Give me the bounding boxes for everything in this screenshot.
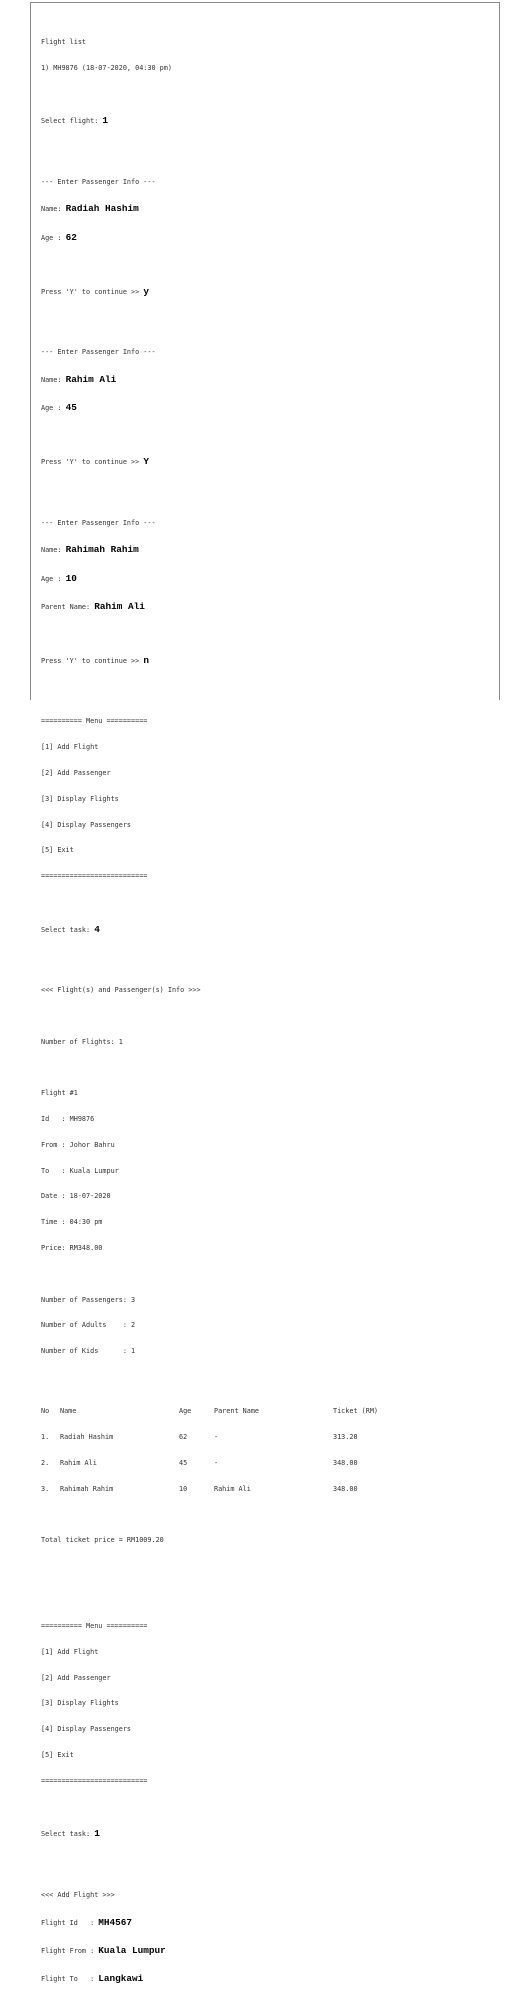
table-row — [41, 1485, 493, 1494]
flight-header: Flight #1 — [41, 1089, 78, 1098]
age-prompt: Age : — [41, 404, 66, 413]
number-of-kids: Number of Kids : 1 — [41, 1347, 136, 1356]
passenger-name-line — [41, 203, 493, 214]
continue-prompt: Press 'Y' to continue >> — [41, 458, 144, 467]
console-output — [41, 12, 493, 2010]
continue-line — [41, 655, 493, 666]
row-no: 3. — [41, 1484, 50, 1493]
row-name: Rahim Ali — [60, 1458, 97, 1467]
passenger-age-line — [41, 232, 493, 243]
menu-item-display-passengers: [4] Display Passengers — [41, 820, 132, 829]
row-ticket: 313.20 — [333, 1433, 358, 1442]
flight-id-line — [41, 1917, 493, 1928]
passenger-info-header: --- Enter Passenger Info --- — [41, 518, 156, 527]
row-no: 1. — [41, 1433, 50, 1442]
parent-name-line — [41, 601, 493, 612]
continue-line — [41, 286, 493, 297]
menu-item-display-passengers: [4] Display Passengers — [41, 1725, 132, 1734]
continue-prompt: Press 'Y' to continue >> — [41, 656, 144, 665]
number-of-flights: Number of Flights: 1 — [41, 1037, 123, 1046]
select-task-input[interactable]: 4 — [94, 923, 100, 935]
passenger-table-header — [41, 1407, 493, 1416]
flight-list-item: 1) MH9876 (18-07-2020, 04:30 pm) — [41, 63, 172, 72]
number-of-adults: Number of Adults : 2 — [41, 1321, 136, 1330]
age-input[interactable]: 45 — [65, 402, 77, 414]
select-flight-input[interactable]: 1 — [102, 115, 109, 127]
select-flight-prompt: Select flight: — [41, 117, 103, 126]
flight-date: Date : 18-07-2020 — [41, 1192, 111, 1201]
row-age: 45 — [179, 1458, 188, 1467]
row-no: 2. — [41, 1458, 50, 1467]
parent-input[interactable]: Rahim Ali — [94, 600, 145, 612]
continue-input[interactable]: y — [143, 285, 149, 297]
continue-input[interactable]: Y — [143, 456, 149, 468]
menu-item-exit: [5] Exit — [41, 846, 74, 855]
column-ticket: Ticket (RM) — [333, 1407, 379, 1416]
table-row — [41, 1433, 493, 1442]
age-prompt: Age : — [41, 233, 66, 242]
continue-line — [41, 456, 493, 467]
parent-prompt: Parent Name: — [41, 602, 95, 611]
add-flight-title: <<< Add Flight >>> — [41, 1890, 115, 1899]
continue-input[interactable]: n — [143, 654, 149, 666]
name-prompt: Name: — [41, 375, 66, 384]
row-parent: Rahim Ali — [214, 1484, 251, 1493]
flight-from-prompt: Flight From : — [41, 1946, 99, 1955]
menu-item-add-passenger: [2] Add Passenger — [41, 768, 111, 777]
passenger-age-line — [41, 573, 493, 584]
menu-header: ========== Menu ========== — [41, 1622, 148, 1631]
name-prompt: Name: — [41, 546, 66, 555]
row-age: 10 — [179, 1484, 188, 1493]
select-task-line — [41, 924, 493, 935]
menu-footer: ========================== — [41, 872, 148, 881]
column-name: Name — [60, 1407, 77, 1416]
flight-to-input[interactable]: Langkawi — [98, 1973, 144, 1985]
flight-to-prompt: Flight To : — [41, 1975, 99, 1984]
info-title: <<< Flight(s) and Passenger(s) Info >>> — [41, 986, 201, 995]
column-no: No — [41, 1407, 50, 1416]
column-age: Age — [179, 1407, 192, 1416]
name-input[interactable]: Radiah Hashim — [65, 203, 139, 215]
flight-id-input[interactable]: MH4567 — [98, 1916, 133, 1928]
menu-item-display-flights: [3] Display Flights — [41, 1699, 119, 1708]
flight-from-input[interactable]: Kuala Lumpur — [98, 1944, 166, 1956]
select-task-line — [41, 1828, 493, 1839]
menu-item-add-flight: [1] Add Flight — [41, 1647, 99, 1656]
menu-item-exit: [5] Exit — [41, 1751, 74, 1760]
flight-id: Id : MH9876 — [41, 1115, 95, 1124]
flight-time: Time : 04:30 pm — [41, 1218, 103, 1227]
flight-price: Price: RM348.00 — [41, 1244, 103, 1252]
select-task-prompt: Select task: — [41, 1830, 95, 1839]
age-input[interactable]: 10 — [65, 572, 77, 584]
name-input[interactable]: Rahim Ali — [65, 373, 117, 385]
age-input[interactable]: 62 — [65, 231, 77, 243]
row-ticket: 348.00 — [333, 1484, 358, 1493]
row-parent: - — [214, 1458, 219, 1467]
flight-from-line — [41, 1945, 493, 1956]
select-flight-line — [41, 115, 493, 126]
passenger-info-header: --- Enter Passenger Info --- — [41, 348, 156, 357]
table-row — [41, 1459, 493, 1468]
select-task-prompt: Select task: — [41, 925, 95, 934]
age-prompt: Age : — [41, 574, 66, 583]
row-parent: - — [214, 1433, 219, 1442]
row-name: Rahimah Rahim — [60, 1484, 114, 1493]
menu-header: ========== Menu ========== — [41, 717, 148, 726]
console-window — [30, 2, 500, 1985]
row-name: Radiah Hashim — [60, 1433, 114, 1442]
passenger-name-line — [41, 374, 493, 385]
select-task-input[interactable]: 1 — [94, 1828, 100, 1840]
passenger-info-header: --- Enter Passenger Info --- — [41, 177, 156, 186]
total-ticket-price: Total ticket price = RM1009.20 — [41, 1536, 164, 1545]
flight-to: To : Kuala Lumpur — [41, 1166, 119, 1175]
flight-from: From : Johor Bahru — [41, 1140, 115, 1149]
passenger-name-line — [41, 544, 493, 555]
row-age: 62 — [179, 1433, 188, 1442]
column-parent-name: Parent Name — [214, 1407, 260, 1416]
name-input[interactable]: Rahimah Rahim — [65, 544, 139, 556]
menu-footer: ========================== — [41, 1776, 148, 1785]
menu-item-add-flight: [1] Add Flight — [41, 743, 99, 752]
menu-item-display-flights: [3] Display Flights — [41, 794, 119, 803]
flight-list-header: Flight list — [41, 37, 87, 46]
flight-to-line — [41, 1973, 493, 1984]
number-of-passengers: Number of Passengers: 3 — [41, 1295, 136, 1304]
continue-prompt: Press 'Y' to continue >> — [41, 287, 144, 296]
flight-id-prompt: Flight Id : — [41, 1918, 99, 1927]
menu-item-add-passenger: [2] Add Passenger — [41, 1673, 111, 1682]
row-ticket: 348.00 — [333, 1458, 358, 1467]
name-prompt: Name: — [41, 205, 66, 214]
passenger-age-line — [41, 402, 493, 413]
